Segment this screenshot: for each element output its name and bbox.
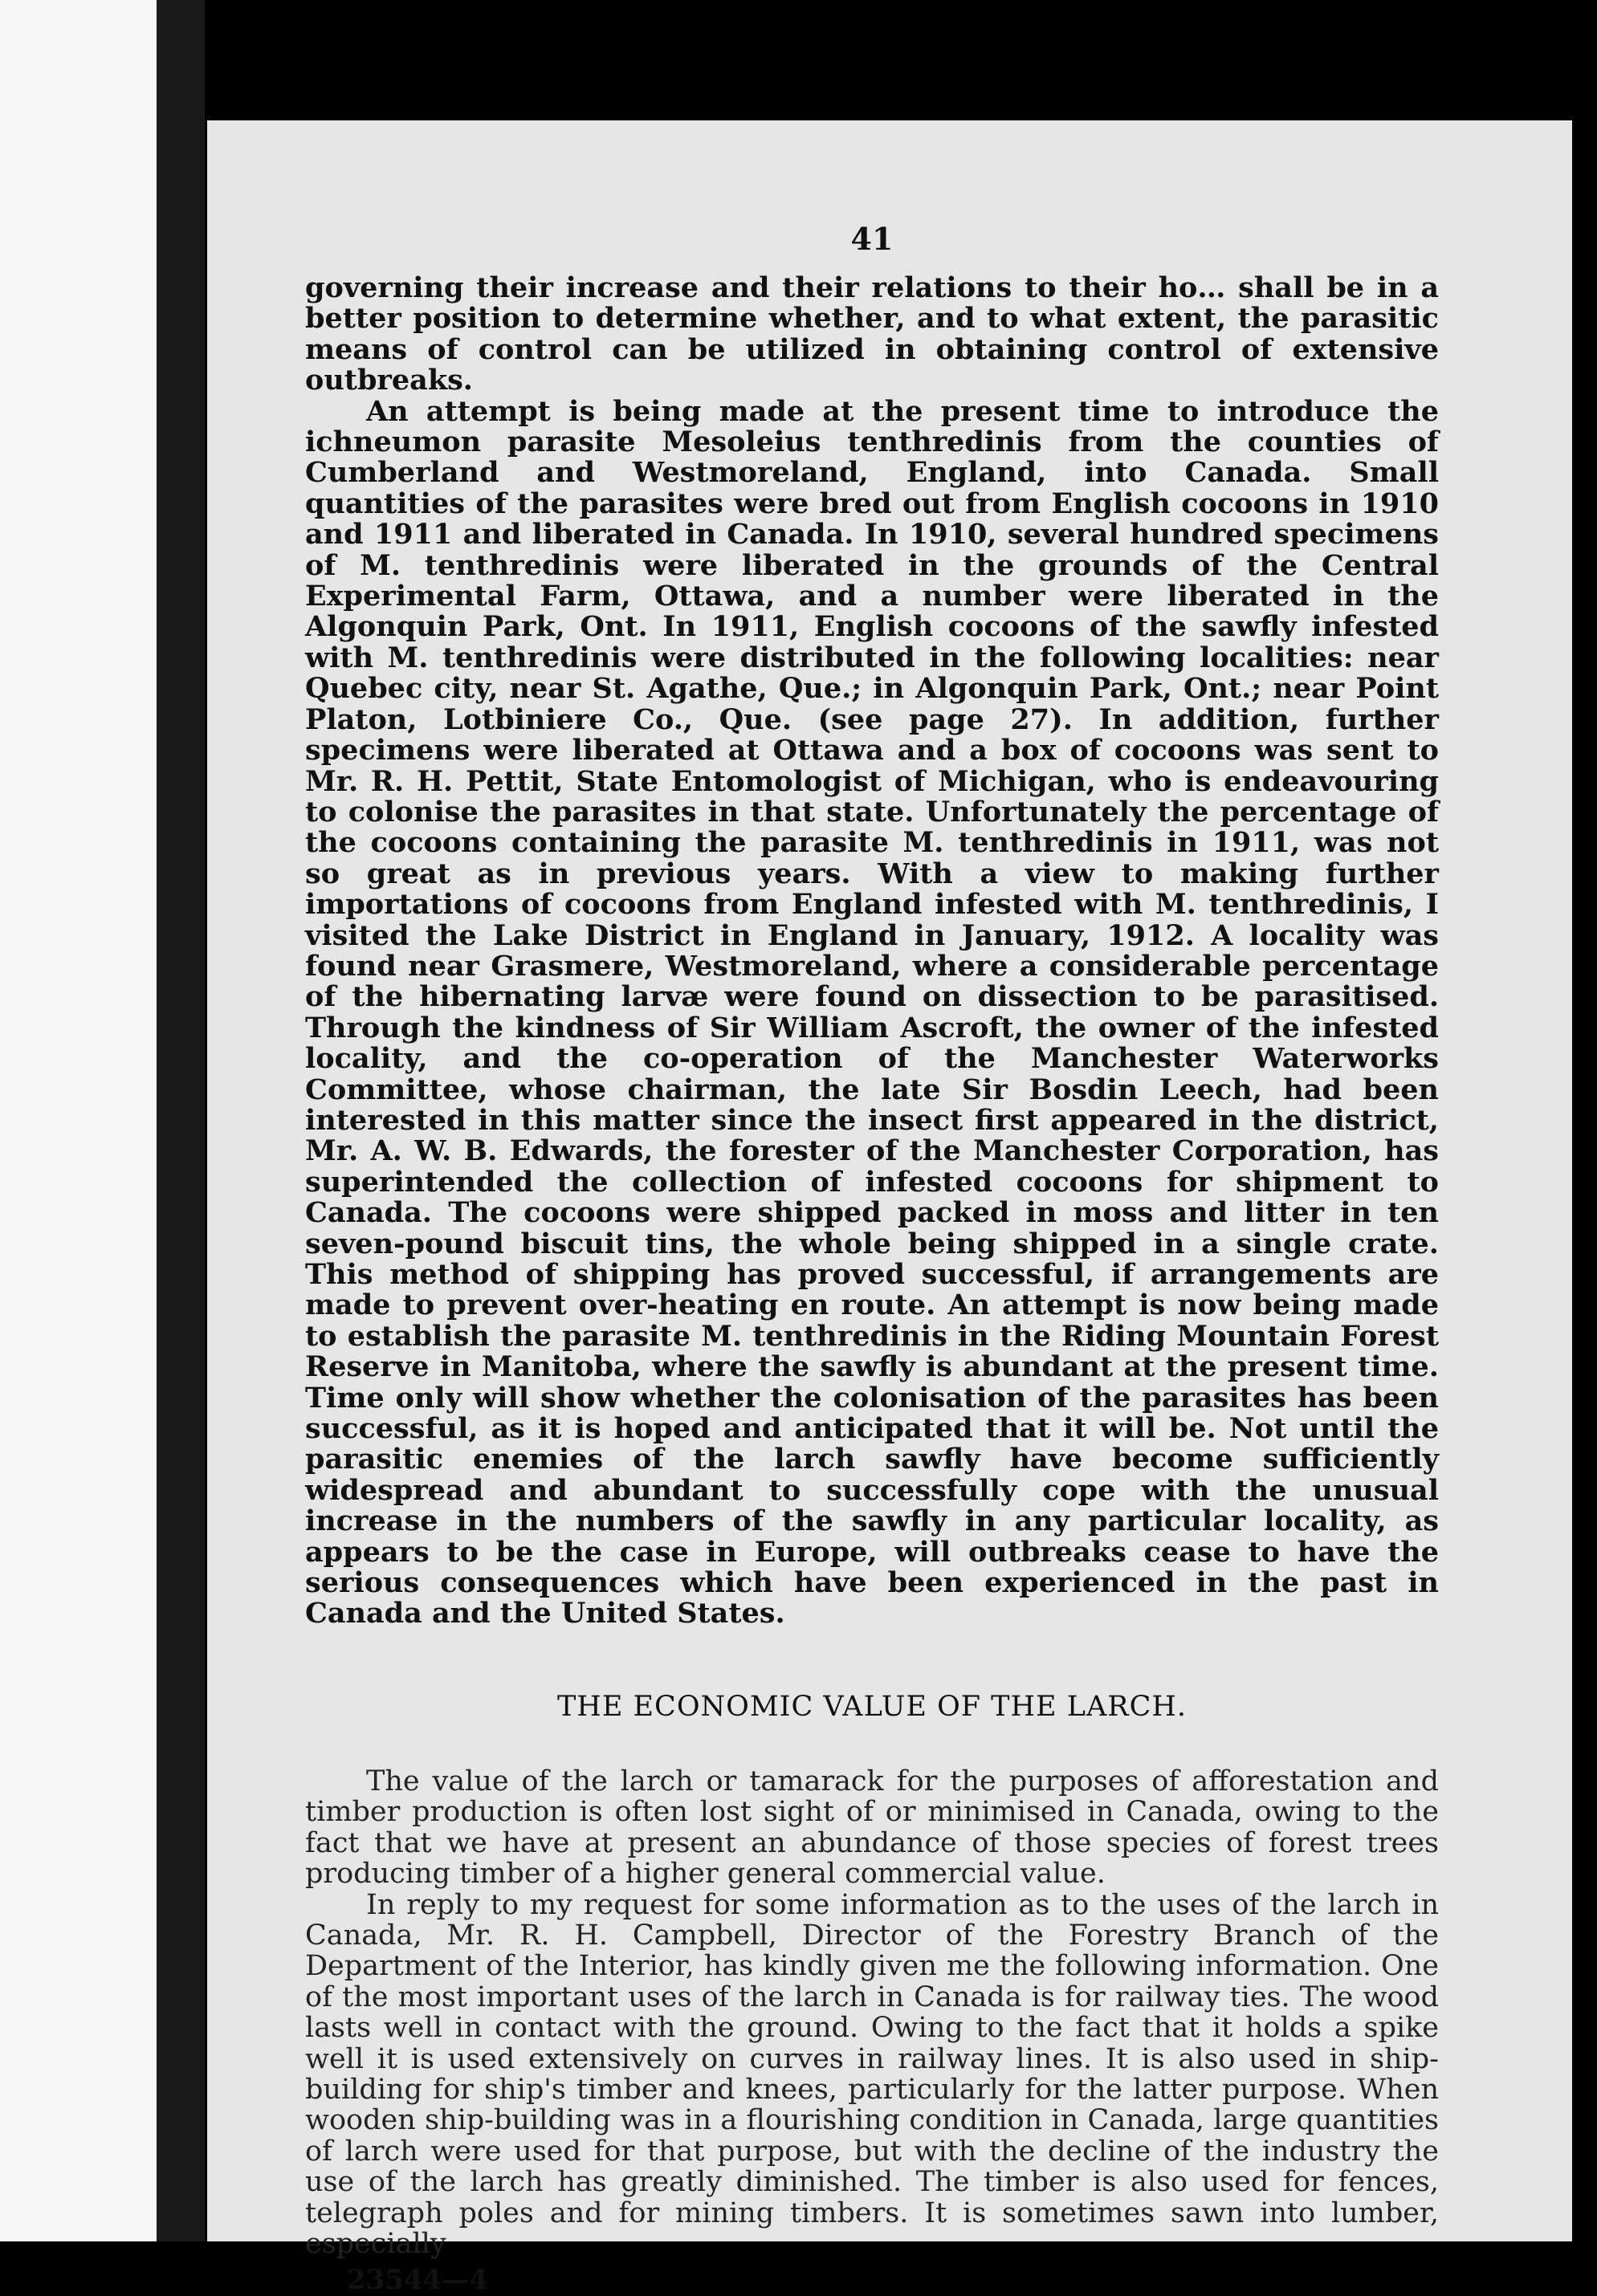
paragraph: The value of the larch or tamarack for the purposes of afforestation and timber production is often lost sight of or minimised in Canada, owing to the fact that we have at present an abundance of those species of forest trees producing timber of a higher general commercial value. (305, 1765, 1439, 1891)
document-page (207, 120, 1572, 2296)
page-content (305, 221, 1439, 2296)
book-gutter (157, 0, 205, 2241)
body-text (305, 273, 1439, 1630)
facing-page-edge (0, 0, 157, 2241)
paragraph: governing their increase and their relations to their ho… shall be in a better position to determine whether, and to what extent, the parasitic means of control can be utilized in obtaining control of extensive outbreaks. (305, 271, 1439, 397)
section-title: THE ECONOMIC VALUE OF THE LARCH. (556, 1690, 1188, 1723)
signature-mark: 23544—4 (347, 2264, 488, 2296)
paragraph: An attempt is being made at the present time to introduce the ichneumon parasite Mesoleius tenthredinis from the counties of Cumberland and Westmoreland, England, into Canada. Small quantities of the parasites were bred out from English cocoons in 1910 and 1911 and liberated in Canada. In 1910, several hundred specimens of M. tenthredinis were liberated in the grounds of the Central Experimental Farm, Ottawa, and a number were liberated in the Algonquin Park, Ont. In 1911, English cocoons of the sawfly infested with M. tenthredinis were distributed in the following localities: near Quebec city, near St. Agathe, Que.; in Algonquin Park, Ont.; near Point Platon, Lotbiniere Co., Que. (see page 27). In addition, further specimens were liberated at Ottawa and a box of cocoons was sent to Mr. R. H. Pettit, State Entomologist of Michigan, who is endeavouring to colonise the parasites in that state. Unfortunately the percentage of the cocoons containing the parasite M. tenthredinis in 1911, was not so great as in previous years. With a view to making further importations of cocoons from England infested with M. tenthredinis, I visited the Lake District in England in January, 1912. A locality was found near Grasmere, Westmoreland, where a considerable percentage of the hibernating larvæ were found on dissection to be parasitised. Through the kindness of Sir William Ascroft, the owner of the infested locality, and the co-operation of the Manchester Waterworks Committee, whose chairman, the late Sir Bosdin Leech, had been interested in this matter since the insect first appeared in the district, Mr. A. W. B. Edwards, the forester of the Manchester Corporation, has superintended the collection of infested cocoons for shipment to Canada. The cocoons were shipped packed in moss and litter in ten seven-pound biscuit tins, the whole being shipped in a single crate. This method of shipping has proved successful, if arrangements are made to prevent over-heating en route. An attempt is now being made to establish the parasite M. tenthredinis in the Riding Mountain Forest Reserve in Manitoba, where the sawfly is abundant at the present time. Time only will show whether the colonisation of the parasites has been successful, as it is hoped and anticipated that it will be. Not until the parasitic enemies of the larch sawfly have become sufficiently widespread and abundant to successfully cope with the unusual increase in the numbers of the sawfly in any particular locality, as appears to be the case in Europe, will outbreaks cease to have the serious consequences which have been experienced in the past in Canada and the United States. (305, 394, 1439, 1630)
page-number: 41 (850, 221, 894, 257)
paragraph: In reply to my request for some information as to the uses of the larch in Canada, Mr. R. H. Campbell, Director of the Forestry Branch of the Department of the Interior, has kindly given me the following information. One of the most important uses of the larch in Canada is for railway ties. The wood lasts well in contact with the ground. Owing to the fact that it holds a spike well it is used extensively on curves in railway lines. It is also used in ship-building for ship's timber and knees, particularly for the latter purpose. When wooden ship-building was in a flourishing condition in Canada, large quantities of larch were used for that purpose, but with the decline of the industry the use of the larch has greatly diminished. The timber is also used for fences, telegraph poles and for mining timbers. It is sometimes sawn into lumber, especially (305, 1888, 1439, 2260)
section-text (305, 1766, 1439, 2260)
